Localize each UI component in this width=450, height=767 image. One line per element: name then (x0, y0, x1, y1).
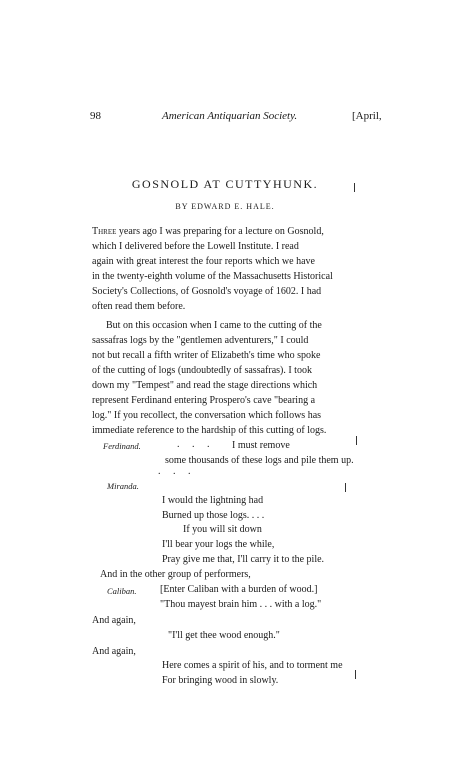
paragraph-line: which I delivered before the Lowell Institute. I read (92, 241, 299, 252)
article-byline: BY EDWARD E. HALE. (175, 202, 275, 211)
speaker-ferdinand: Ferdinand. (103, 441, 141, 451)
paragraph-line: log." If you recollect, the conversation which follows has (92, 410, 322, 421)
lead-word: Three (92, 226, 117, 237)
margin-mark (345, 483, 346, 492)
paragraph-line: immediate reference to the hardship of this cutting of logs. (92, 425, 327, 436)
paragraph-line: Society's Collections, of Gosnold's voyage of 1602. I had (92, 286, 322, 297)
ellipsis: . . . (158, 466, 196, 477)
narrative-line: And again, (92, 615, 136, 626)
paragraph-line: Three years ago I was preparing for a lecture on Gosnold, (92, 226, 324, 237)
ellipsis: . . . (177, 439, 215, 450)
verse-line: Pray give me that, I'll carry it to the pile. (162, 554, 325, 565)
speaker-caliban: Caliban. (107, 586, 137, 596)
verse-line: I'll bear your logs the while, (162, 539, 275, 550)
verse-line: For bringing wood in slowly. (162, 675, 279, 686)
paragraph-line: But on this occasion when I came to the cutting of the (106, 320, 322, 331)
paragraph-line: again with great interest the four reports which we have (92, 256, 315, 267)
running-month: [April, (352, 110, 382, 122)
verse-line: Burned up those logs. . . . (162, 510, 265, 521)
paragraph-line: sassafras logs by the "gentlemen adventurers," I could (92, 335, 309, 346)
article-title: GOSNOLD AT CUTTYHUNK. (131, 177, 319, 191)
running-title: American Antiquarian Society. (162, 110, 298, 122)
verse-line: "I'll get thee wood enough." (168, 630, 280, 641)
margin-mark (356, 436, 357, 445)
paragraph-line: in the twenty-eighth volume of the Massachusetts Historical (92, 271, 333, 282)
verse-line: "Thou mayest brain him . . . with a log." (160, 599, 322, 610)
paragraph-line: down my "Tempest" and read the stage directions which (92, 380, 318, 391)
paragraph-line: of the cutting of logs (undoubtedly of sassafras). I took (92, 365, 312, 376)
page-number: 98 (90, 110, 101, 122)
stage-direction: [Enter Caliban with a burden of wood.] (160, 584, 318, 595)
narrative-line: And in the other group of performers, (100, 569, 251, 580)
verse-line: I must remove (232, 440, 290, 451)
verse-line: I would the lightning had (162, 495, 264, 506)
verse-line: some thousands of these logs and pile them up. (165, 455, 354, 466)
paragraph-line: not but recall a fifth writer of Elizabeth's time who spoke (92, 350, 321, 361)
paragraph-line: often read them before. (92, 301, 186, 312)
verse-line: Here comes a spirit of his, and to torment me (162, 660, 343, 671)
narrative-line: And again, (92, 646, 136, 657)
paragraph-line: represent Ferdinand entering Prospero's cave "bearing a (92, 395, 316, 406)
verse-line: If you will sit down (183, 524, 262, 535)
margin-mark (355, 670, 356, 679)
speaker-miranda: Miranda. (107, 481, 139, 491)
